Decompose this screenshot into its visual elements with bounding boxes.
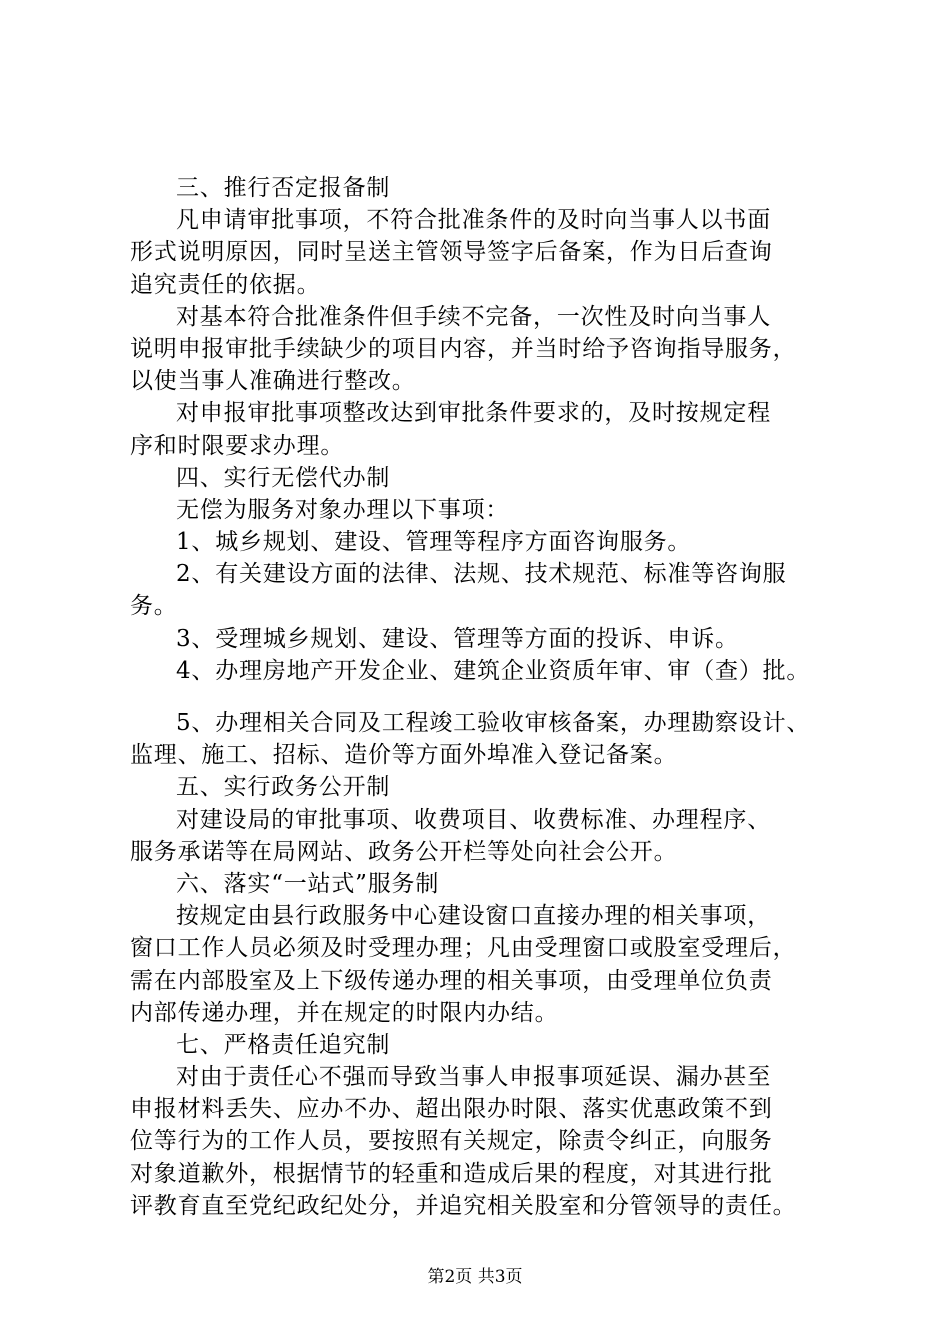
text-line: 务。 <box>130 593 178 620</box>
text-line: 六、落实“一站式”服务制 <box>176 870 440 897</box>
text-line: 三、推行否定报备制 <box>176 175 391 201</box>
text-line: 需在内部股室及上下级传递办理的相关事项，由受理单位负责 <box>130 967 773 994</box>
document-body <box>130 172 850 1222</box>
text-line: 4、办理房地产开发企业、建筑企业资质年审、审（查）批。 <box>176 657 811 684</box>
text-line: 3、受理城乡规划、建设、管理等方面的投诉、申诉。 <box>176 625 739 652</box>
text-line: 对象道歉外，根据情节的轻重和造成后果的程度，对其进行批 <box>130 1160 773 1187</box>
text-line: 四、实行无偿代办制 <box>176 464 391 491</box>
text-line: 内部传递办理，并在规定的时限内办结。 <box>130 999 559 1026</box>
text-line: 对申报审批事项整改达到审批条件要求的，及时按规定程 <box>176 400 771 427</box>
text-line: 监理、施工、招标、造价等方面外埠准入登记备案。 <box>130 742 678 769</box>
text-line: 5、办理相关合同及工程竣工验收审核备案，办理勘察设计、 <box>176 710 811 736</box>
text-line: 对基本符合批准条件但手续不完备，一次性及时向当事人 <box>176 303 771 330</box>
text-line: 对由于责任心不强而导致当事人申报事项延误、漏办甚至 <box>176 1064 771 1091</box>
text-line: 序和时限要求办理。 <box>130 432 345 459</box>
text-line: 追究责任的依据。 <box>130 271 321 298</box>
text-line: 窗口工作人员必须及时受理办理；凡由受理窗口或股室受理后， <box>130 935 797 962</box>
text-line: 2、有关建设方面的法律、法规、技术规范、标准等咨询服 <box>176 561 787 588</box>
paragraph-gap <box>130 687 850 707</box>
text-line: 形式说明原因，同时呈送主管领导签字后备案，作为日后查询 <box>130 239 773 266</box>
text-line: 申报材料丢失、应办不办、超出限办时限、落实优惠政策不到 <box>130 1096 773 1123</box>
text-line: 位等行为的工作人员，要按照有关规定，除责令纠正，向服务 <box>130 1128 773 1155</box>
text-line: 凡申请审批事项，不符合批准条件的及时向当事人以书面 <box>176 207 771 234</box>
page-footer: 第2页 共3页 <box>427 1267 523 1287</box>
text-line: 七、严格责任追究制 <box>176 1031 391 1058</box>
text-line: 服务承诺等在局网站、政务公开栏等处向社会公开。 <box>130 838 678 865</box>
text-line: 五、实行政务公开制 <box>176 774 391 801</box>
text-line: 无偿为服务对象办理以下事项： <box>176 496 510 523</box>
text-line: 以使当事人准确进行整改。 <box>130 368 416 395</box>
text-line: 评教育直至党纪政纪处分，并追究相关股室和分管领导的责任。 <box>130 1192 797 1219</box>
text-line: 说明申报审批手续缺少的项目内容，并当时给予咨询指导服务， <box>130 335 797 362</box>
text-line: 1、城乡规划、建设、管理等程序方面咨询服务。 <box>176 529 692 556</box>
text-line: 对建设局的审批事项、收费项目、收费标准、办理程序、 <box>176 806 771 833</box>
text-line: 按规定由县行政服务中心建设窗口直接办理的相关事项， <box>176 903 771 930</box>
